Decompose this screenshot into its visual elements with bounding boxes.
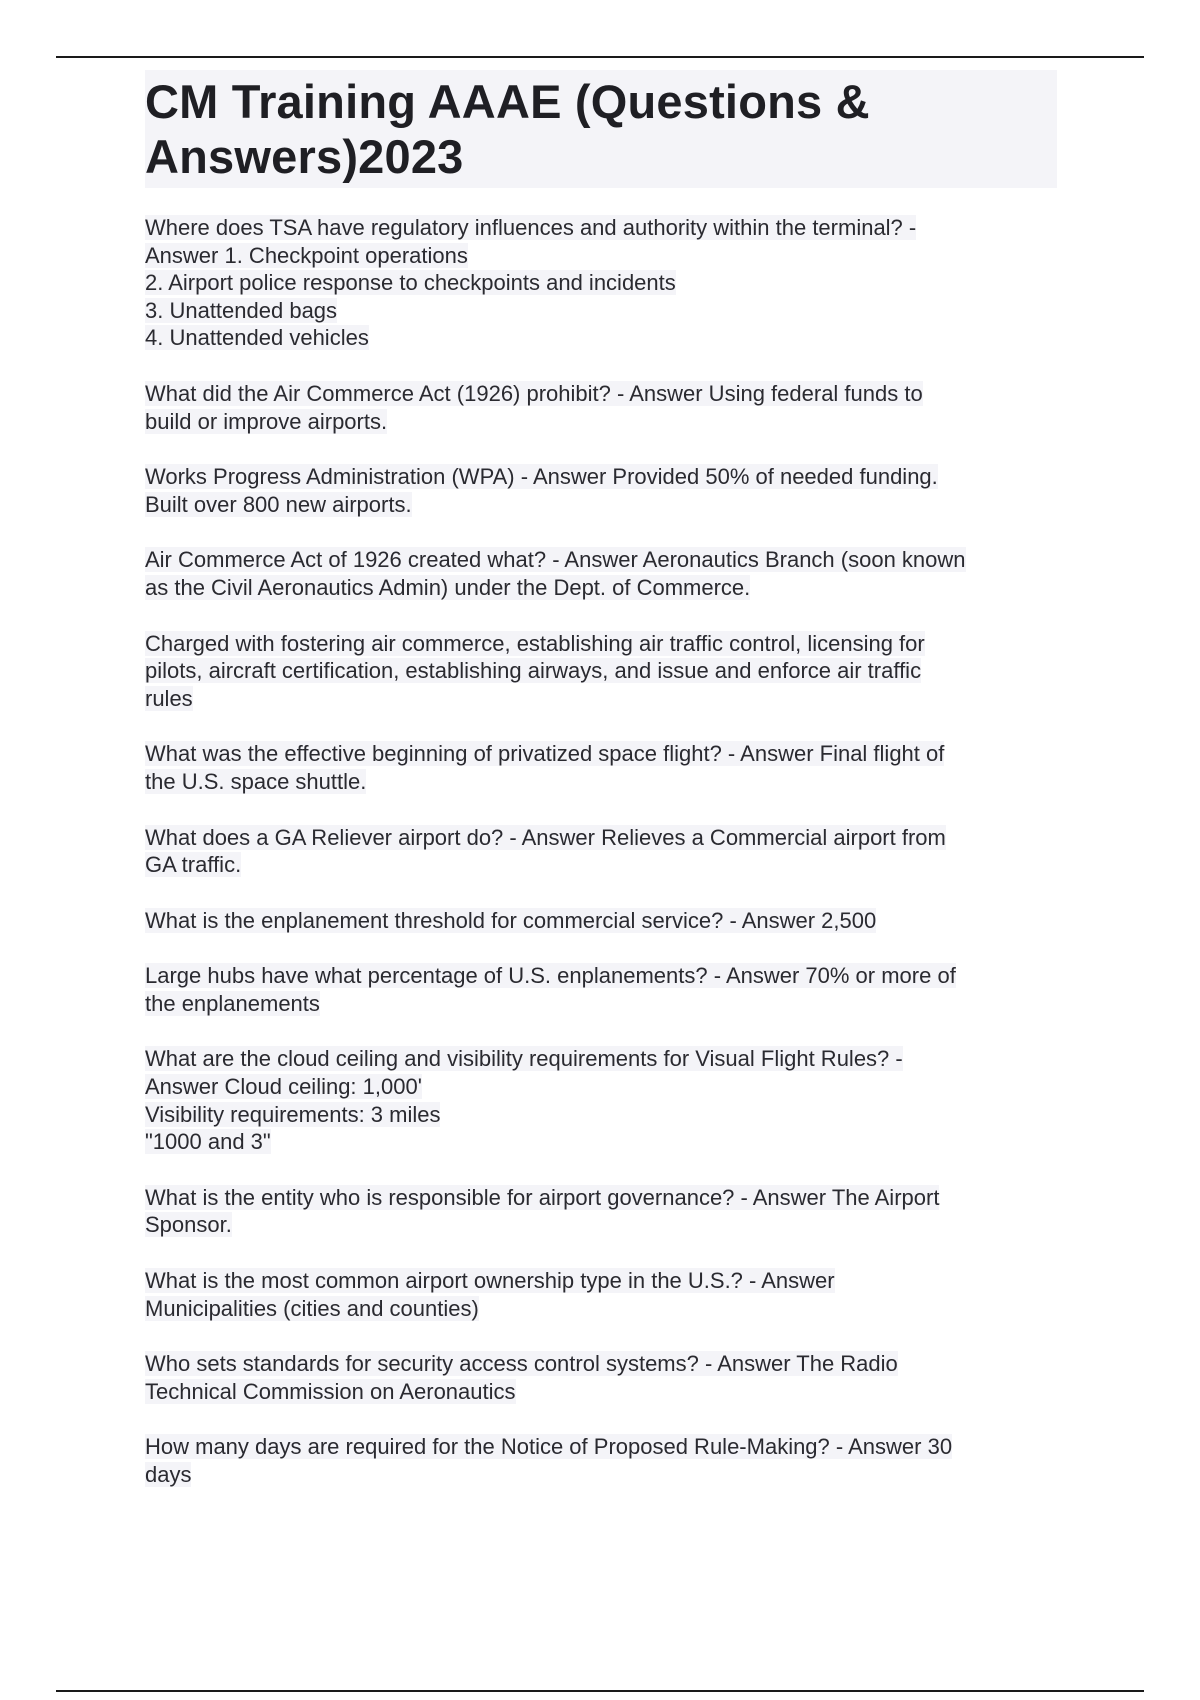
qa-line-text: Answer Cloud ceiling: 1,000' xyxy=(145,1074,422,1100)
qa-line-text: 4. Unattended vehicles xyxy=(145,325,369,351)
qa-line xyxy=(145,463,1057,491)
qa-line-text: What is the entity who is responsible for airport governance? - Answer The Airport xyxy=(145,1184,940,1210)
qa-entry xyxy=(145,1045,1057,1155)
qa-line-text: What is the most common airport ownership type in the U.S.? - Answer xyxy=(145,1268,835,1294)
qa-line-text: Technical Commission on Aeronautics xyxy=(145,1378,516,1404)
qa-line xyxy=(145,768,1057,796)
qa-line-text: What did the Air Commerce Act (1926) prohibit? - Answer Using federal funds to xyxy=(145,380,923,406)
qa-line xyxy=(145,269,1057,297)
top-rule xyxy=(56,56,1144,58)
qa-entry xyxy=(145,380,1057,435)
qa-line-text: "1000 and 3" xyxy=(145,1129,271,1155)
qa-line xyxy=(145,1433,1057,1461)
qa-list xyxy=(145,214,1057,1489)
page-title-line-2: Answers)2023 xyxy=(145,130,464,183)
qa-line xyxy=(145,324,1057,352)
qa-line xyxy=(145,657,1057,685)
qa-line-text: as the Civil Aeronautics Admin) under the Dept. of Commerce. xyxy=(145,574,751,600)
qa-line-text: What was the effective beginning of privatized space flight? - Answer Final flight of xyxy=(145,741,945,767)
qa-line-text: What does a GA Reliever airport do? - Answer Relieves a Commercial airport from xyxy=(145,824,946,850)
qa-entry xyxy=(145,1267,1057,1322)
qa-line-text: rules xyxy=(145,685,193,711)
qa-line xyxy=(145,1461,1057,1489)
qa-line-text: Municipalities (cities and counties) xyxy=(145,1295,479,1321)
qa-line-text: 3. Unattended bags xyxy=(145,297,338,323)
qa-line-text: the enplanements xyxy=(145,990,320,1016)
qa-line xyxy=(145,574,1057,602)
qa-line xyxy=(145,380,1057,408)
qa-line xyxy=(145,1045,1057,1073)
page-title xyxy=(145,70,1057,188)
qa-line xyxy=(145,214,1057,242)
qa-entry xyxy=(145,1184,1057,1239)
qa-line xyxy=(145,546,1057,574)
qa-line-text: What is the enplanement threshold for commercial service? - Answer 2,500 xyxy=(145,907,877,933)
qa-line xyxy=(145,1295,1057,1323)
qa-line xyxy=(145,990,1057,1018)
qa-line xyxy=(145,1211,1057,1239)
qa-entry xyxy=(145,546,1057,601)
qa-entry xyxy=(145,1433,1057,1488)
qa-entry xyxy=(145,740,1057,795)
qa-line-text: pilots, aircraft certification, establishing airways, and issue and enforce air traffic xyxy=(145,658,922,684)
qa-line-text: Charged with fostering air commerce, establishing air traffic control, licensing for xyxy=(145,630,925,656)
qa-line-text: Built over 800 new airports. xyxy=(145,491,412,517)
qa-entry xyxy=(145,463,1057,518)
qa-line xyxy=(145,907,1057,935)
qa-line xyxy=(145,962,1057,990)
qa-line xyxy=(145,1184,1057,1212)
qa-line-text: Answer 1. Checkpoint operations xyxy=(145,242,468,268)
qa-line-text: Who sets standards for security access control systems? - Answer The Radio xyxy=(145,1351,898,1377)
qa-line xyxy=(145,1267,1057,1295)
qa-line-text: the U.S. space shuttle. xyxy=(145,768,367,794)
qa-line-text: Where does TSA have regulatory influences and authority within the terminal? - xyxy=(145,215,917,240)
qa-line xyxy=(145,1378,1057,1406)
qa-entry xyxy=(145,824,1057,879)
qa-line-text: Visibility requirements: 3 miles xyxy=(145,1101,441,1127)
qa-line xyxy=(145,1073,1057,1101)
qa-line-text: Large hubs have what percentage of U.S. enplanements? - Answer 70% or more of xyxy=(145,963,956,989)
qa-line xyxy=(145,491,1057,519)
qa-line-text: build or improve airports. xyxy=(145,408,388,434)
qa-line xyxy=(145,242,1057,270)
qa-line xyxy=(145,824,1057,852)
qa-line xyxy=(145,740,1057,768)
qa-line xyxy=(145,630,1057,658)
bottom-rule xyxy=(56,1690,1144,1692)
qa-line-text: days xyxy=(145,1462,192,1487)
qa-line-text: Air Commerce Act of 1926 created what? - Answer Aeronautics Branch (soon known xyxy=(145,547,966,573)
qa-line xyxy=(145,297,1057,325)
qa-line-text: Works Progress Administration (WPA) - Answer Provided 50% of needed funding. xyxy=(145,464,938,490)
qa-line-text: GA traffic. xyxy=(145,852,242,878)
document-body xyxy=(145,70,1057,1517)
qa-entry xyxy=(145,1350,1057,1405)
page-title-line-1: CM Training AAAE (Questions & xyxy=(145,75,870,128)
qa-line xyxy=(145,851,1057,879)
qa-entry xyxy=(145,214,1057,352)
qa-line xyxy=(145,1350,1057,1378)
qa-line xyxy=(145,408,1057,436)
qa-entry xyxy=(145,907,1057,935)
qa-line-text: Sponsor. xyxy=(145,1212,232,1238)
qa-line xyxy=(145,1101,1057,1129)
qa-line-text: 2. Airport police response to checkpoints and incidents xyxy=(145,270,676,296)
qa-line-text: What are the cloud ceiling and visibility requirements for Visual Flight Rules? - xyxy=(145,1046,903,1072)
qa-line xyxy=(145,1128,1057,1156)
qa-line xyxy=(145,685,1057,713)
qa-entry xyxy=(145,962,1057,1017)
qa-entry xyxy=(145,630,1057,713)
qa-line-text: How many days are required for the Notice of Proposed Rule-Making? - Answer 30 xyxy=(145,1434,953,1460)
